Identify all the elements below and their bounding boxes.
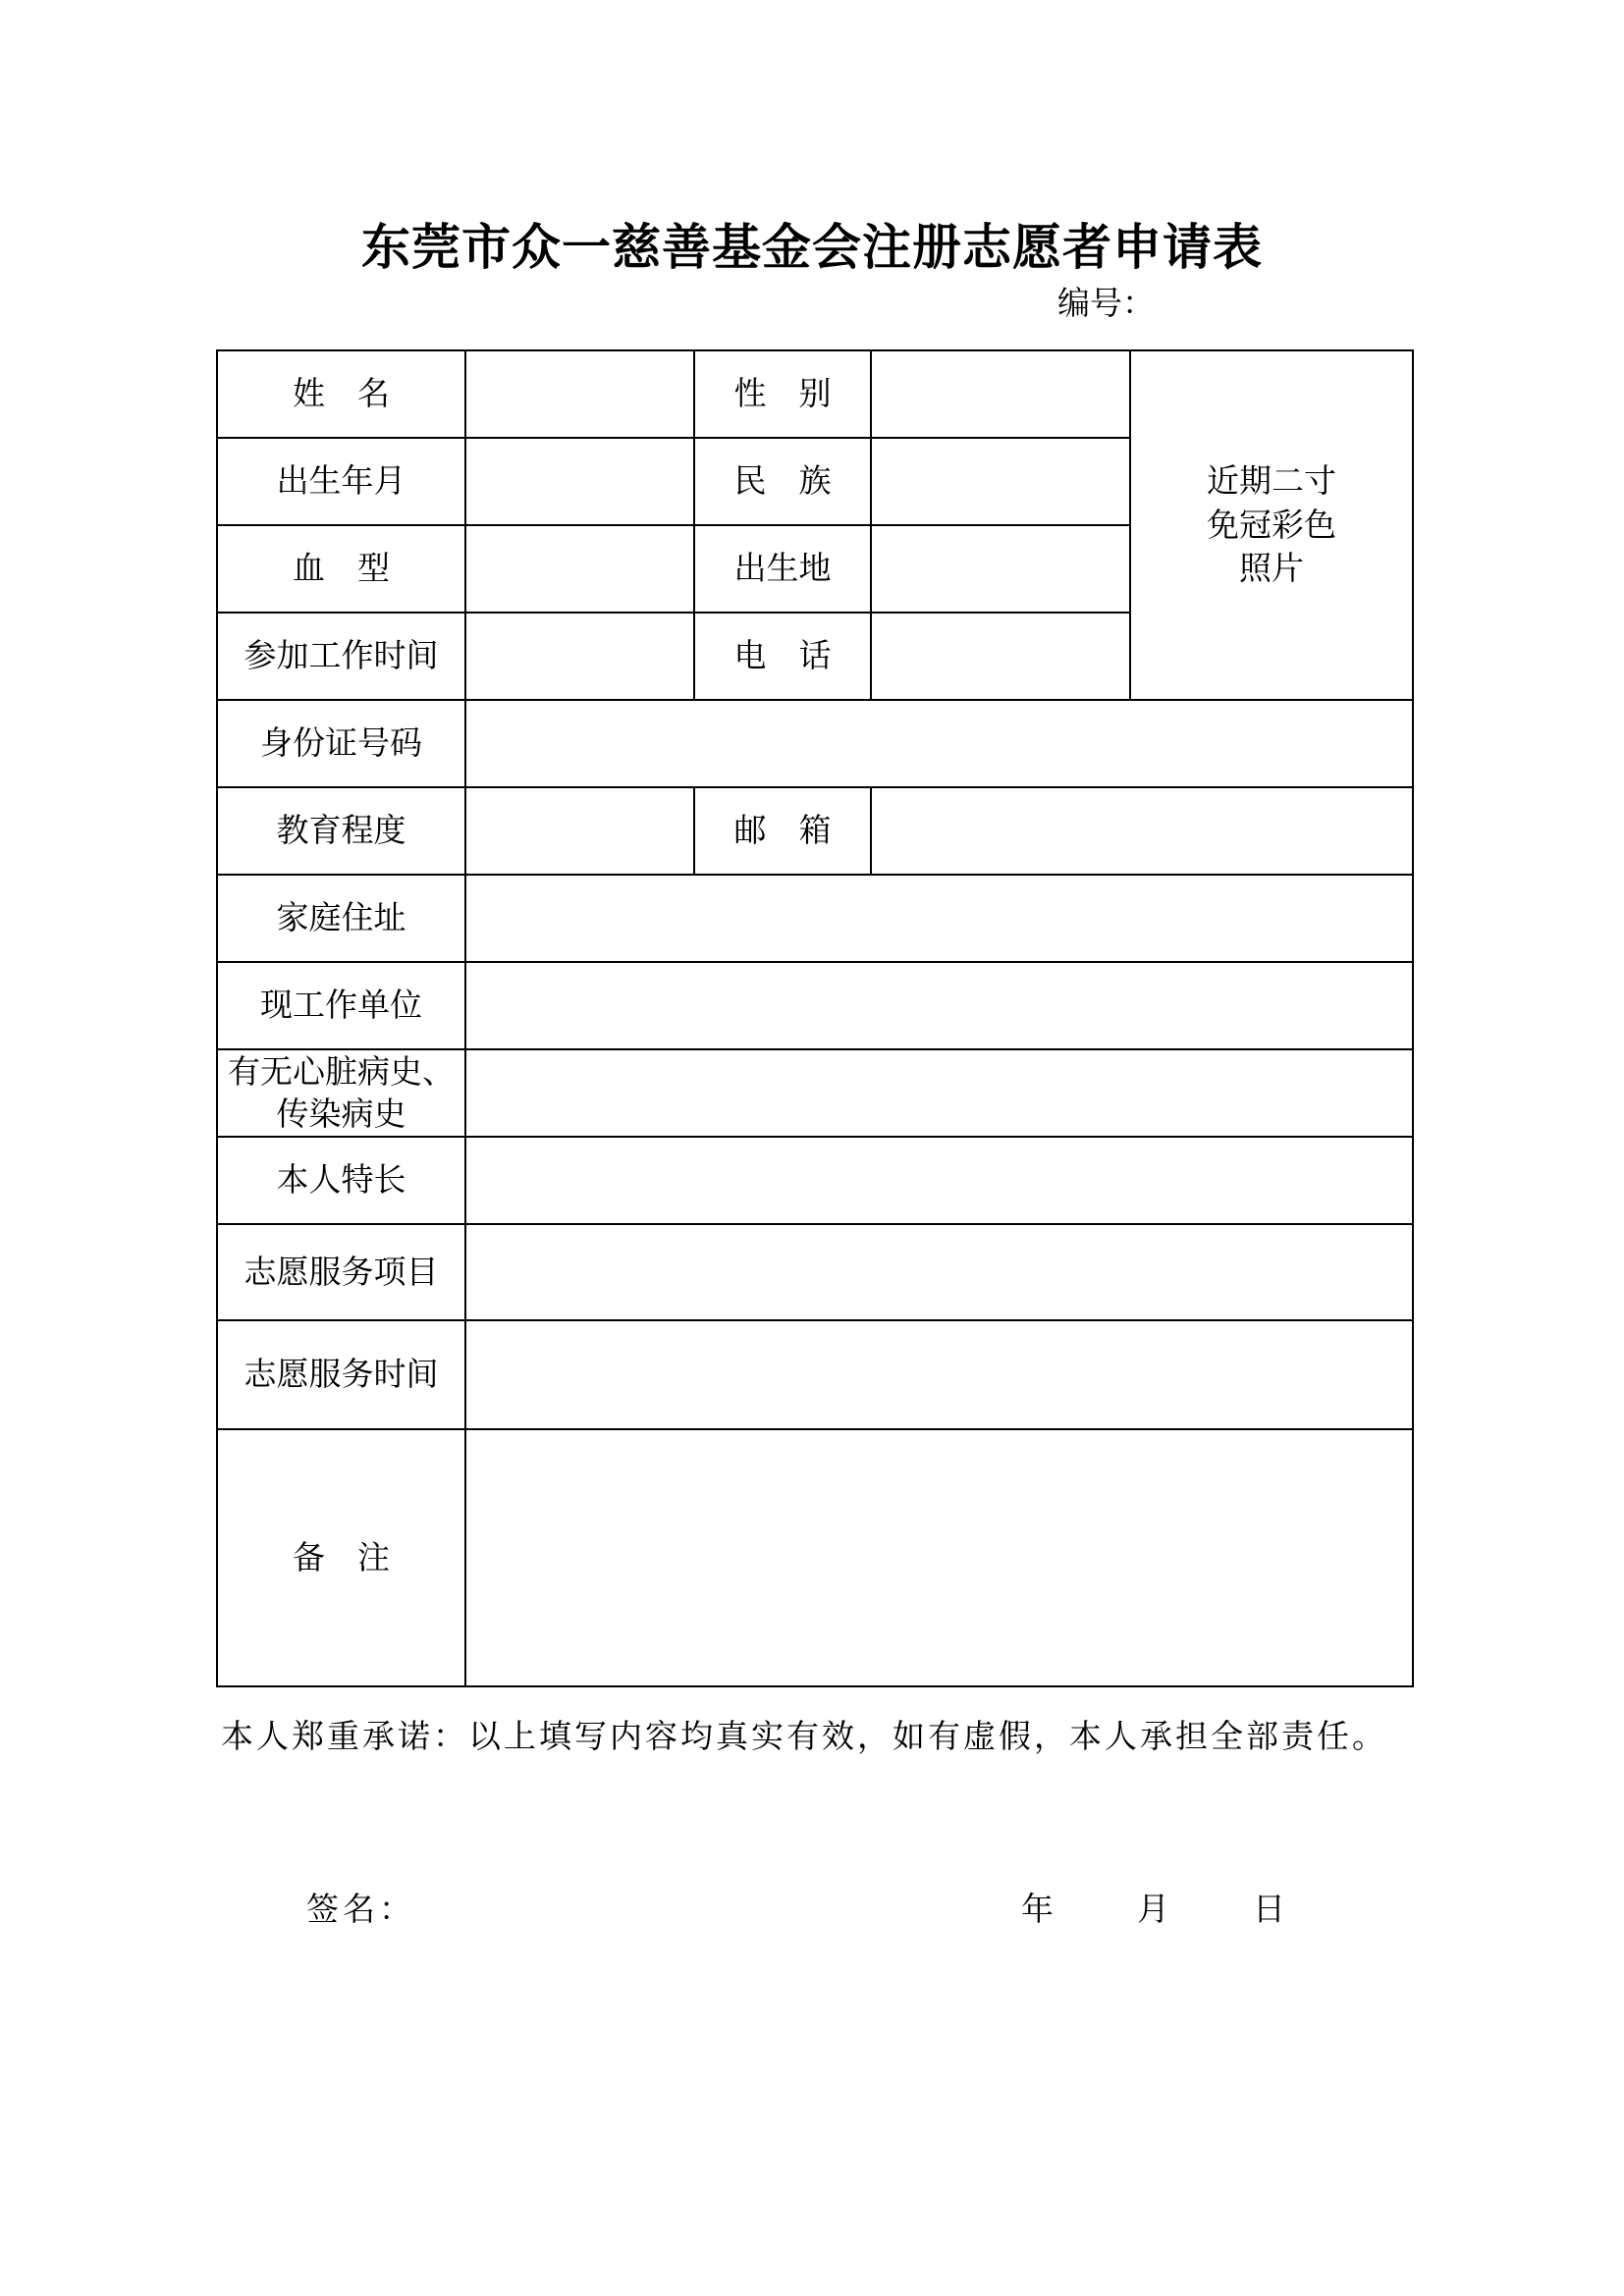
form-row-specialty [217, 1137, 1413, 1224]
id-number-field[interactable] [465, 700, 1413, 787]
application-form-table [216, 349, 1414, 1687]
form-row-education-email [217, 787, 1413, 875]
ethnicity-field[interactable] [871, 438, 1130, 525]
date-month-label: 月 [1137, 1890, 1169, 1928]
form-row-id [217, 700, 1413, 787]
service-items-field[interactable] [465, 1224, 1413, 1320]
serial-number-label: 编号： [1057, 284, 1155, 322]
specialty-field[interactable] [465, 1137, 1413, 1224]
phone-label: 电 话 [694, 613, 871, 700]
email-field[interactable] [871, 787, 1413, 875]
form-row-name-gender [217, 350, 1413, 438]
page-title: 东莞市众一慈善基金会注册志愿者申请表 [361, 219, 1263, 276]
form-row-medical-history [217, 1049, 1413, 1137]
form-row-service-time [217, 1320, 1413, 1429]
photo-hint-line1: 近期二寸 [1207, 461, 1336, 501]
birthplace-label: 出生地 [694, 525, 871, 613]
phone-field[interactable] [871, 613, 1130, 700]
date-day-label: 日 [1253, 1890, 1285, 1928]
photo-placeholder[interactable] [1130, 350, 1413, 700]
medical-history-label [217, 1049, 465, 1137]
medical-history-label-line1: 有无心脏病史、 [228, 1051, 455, 1091]
service-time-label: 志愿服务时间 [217, 1320, 465, 1429]
education-field[interactable] [465, 787, 694, 875]
ethnicity-label: 民 族 [694, 438, 871, 525]
address-label: 家庭住址 [217, 875, 465, 962]
work-start-label: 参加工作时间 [217, 613, 465, 700]
service-time-field[interactable] [465, 1320, 1413, 1429]
education-label: 教育程度 [217, 787, 465, 875]
form-row-address [217, 875, 1413, 962]
remarks-label: 备 注 [217, 1429, 465, 1686]
birthplace-field[interactable] [871, 525, 1130, 613]
email-label: 邮 箱 [694, 787, 871, 875]
birth-date-field[interactable] [465, 438, 694, 525]
form-row-service-items [217, 1224, 1413, 1320]
service-items-label: 志愿服务项目 [217, 1224, 465, 1320]
photo-hint-line3: 照片 [1239, 549, 1304, 588]
form-row-remarks [217, 1429, 1413, 1686]
specialty-label: 本人特长 [217, 1137, 465, 1224]
id-number-label: 身份证号码 [217, 700, 465, 787]
name-field[interactable] [465, 350, 694, 438]
name-label: 姓 名 [217, 350, 465, 438]
medical-history-label-line2: 传染病史 [276, 1094, 406, 1133]
signature-label: 签名： [306, 1890, 415, 1928]
photo-hint-line2: 免冠彩色 [1207, 505, 1336, 544]
medical-history-field[interactable] [465, 1049, 1413, 1137]
work-start-field[interactable] [465, 613, 694, 700]
date-year-label: 年 [1021, 1890, 1054, 1928]
address-field[interactable] [465, 875, 1413, 962]
employer-field[interactable] [465, 962, 1413, 1049]
employer-label: 现工作单位 [217, 962, 465, 1049]
birth-date-label: 出生年月 [217, 438, 465, 525]
gender-label: 性 别 [694, 350, 871, 438]
form-row-employer [217, 962, 1413, 1049]
pledge-statement: 本人郑重承诺：以上填写内容均真实有效，如有虚假，本人承担全部责任。 [221, 1717, 1387, 1755]
blood-type-label: 血 型 [217, 525, 465, 613]
gender-field[interactable] [871, 350, 1130, 438]
blood-type-field[interactable] [465, 525, 694, 613]
remarks-field[interactable] [465, 1429, 1413, 1686]
